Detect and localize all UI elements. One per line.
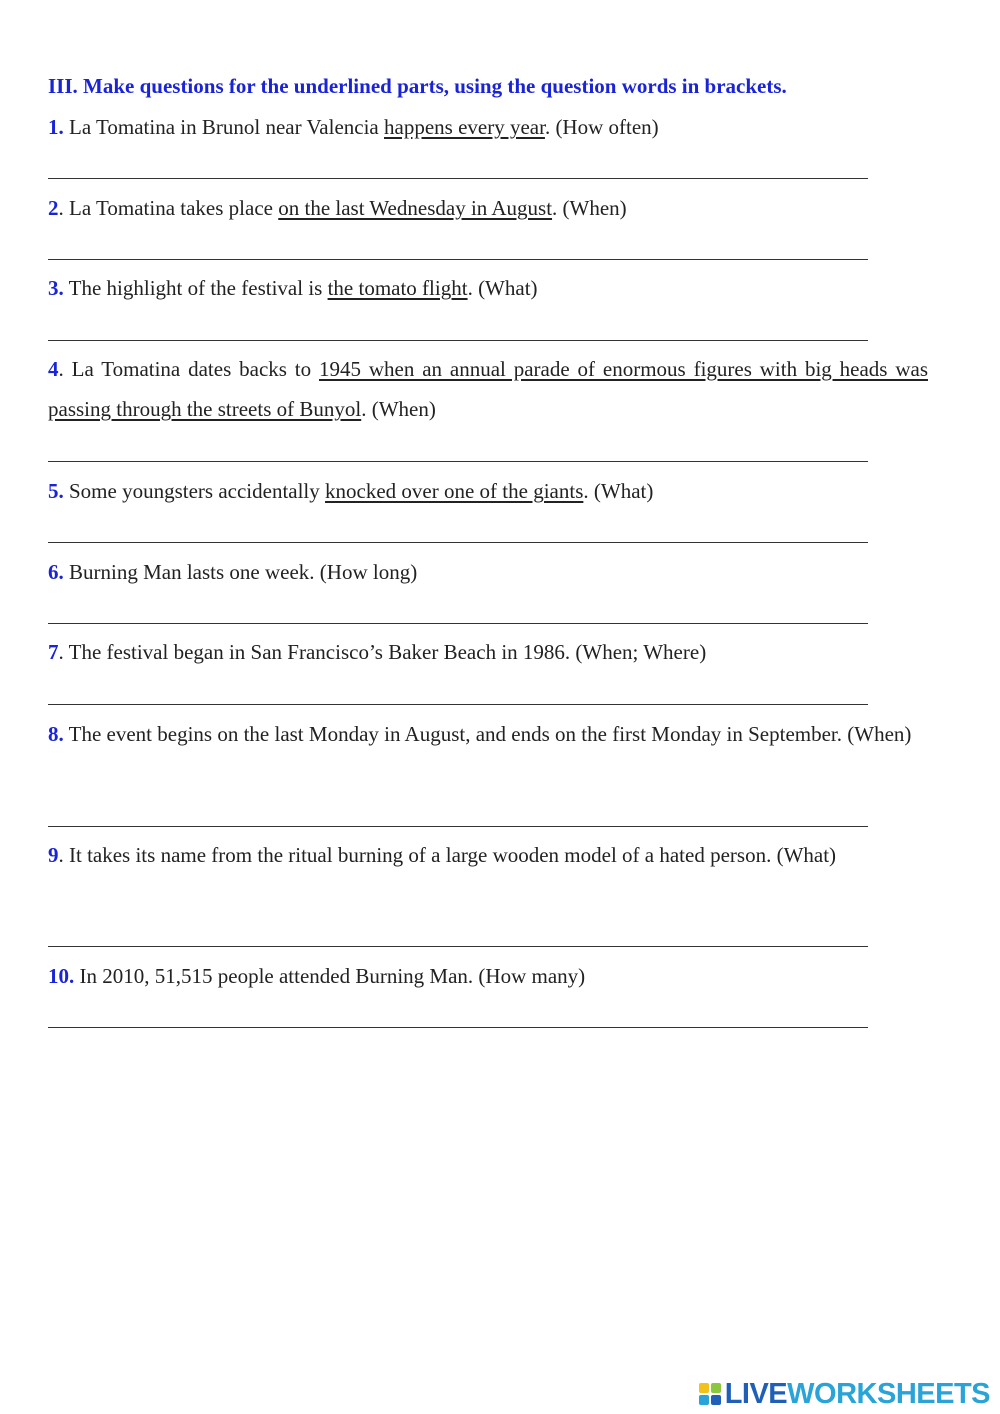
question-number: 3.: [48, 276, 64, 300]
question-number: 4: [48, 357, 59, 381]
answer-line-4[interactable]: [48, 461, 868, 462]
question-3: [48, 268, 928, 308]
question-number: 8.: [48, 722, 64, 746]
question-5: [48, 471, 928, 511]
question-number: 9: [48, 843, 59, 867]
question-text: . La Tomatina takes place: [58, 196, 279, 220]
question-text: . It takes its name from the ritual burning of a large wooden model of a hated person. (What): [58, 843, 837, 867]
question-8: [48, 714, 928, 754]
answer-line-5[interactable]: [48, 542, 868, 543]
answer-line-9[interactable]: [48, 946, 868, 947]
answer-line-8[interactable]: [48, 826, 868, 827]
question-9: [48, 835, 928, 875]
liveworksheets-logo-icon: [699, 1383, 721, 1405]
question-hint: . (What): [583, 479, 654, 503]
question-hint: . (When): [552, 196, 627, 220]
question-hint: . (When): [361, 397, 436, 421]
question-number: 7: [48, 640, 59, 664]
question-text: Burning Man lasts one week. (How long): [63, 560, 418, 584]
logo-text-worksheets: WORKSHEETS: [787, 1377, 990, 1410]
question-text: . La Tomatina dates backs to: [58, 357, 319, 381]
logo-text: [725, 1378, 990, 1411]
logo-text-live: LIVE: [724, 1377, 788, 1410]
question-7: [48, 632, 928, 672]
question-text: . The festival began in San Francisco’s Baker Beach in 1986. (When; Where): [58, 640, 707, 664]
underlined-part: on the last Wednesday in August: [278, 196, 553, 220]
answer-line-2[interactable]: [48, 259, 868, 260]
question-text: In 2010, 51,515 people attended Burning Man. (How many): [74, 964, 586, 988]
question-number: 10.: [48, 964, 75, 988]
answer-line-1[interactable]: [48, 178, 868, 179]
answer-line-10[interactable]: [48, 1027, 868, 1028]
answer-line-7[interactable]: [48, 704, 868, 705]
question-number: 2: [48, 196, 59, 220]
question-text: La Tomatina in Brunol near Valencia: [63, 115, 384, 139]
question-number: 1.: [48, 115, 64, 139]
underlined-part: 1945 when an annual parade of enormous figures with big heads was passing through the streets of Bunyol: [48, 357, 928, 421]
question-hint: . (What): [467, 276, 538, 300]
question-1: [48, 107, 928, 147]
question-number: 6.: [48, 560, 64, 584]
underlined-part: knocked over one of the giants: [325, 479, 584, 503]
answer-line-6[interactable]: [48, 623, 868, 624]
question-4: [48, 349, 928, 429]
question-text: Some youngsters accidentally: [63, 479, 326, 503]
question-10: [48, 956, 928, 996]
question-text: The event begins on the last Monday in August, and ends on the first Monday in September. (When): [63, 722, 912, 746]
underlined-part: the tomato flight: [327, 276, 468, 300]
section-heading: III. Make questions for the underlined parts, using the question words in brackets.: [48, 74, 787, 98]
question-6: [48, 552, 928, 592]
question-2: [48, 188, 928, 228]
liveworksheets-logo: [699, 1374, 990, 1414]
question-hint: . (How often): [544, 115, 659, 139]
question-number: 5.: [48, 479, 64, 503]
answer-line-3[interactable]: [48, 340, 868, 341]
underlined-part: happens every year: [384, 115, 545, 139]
question-text: The highlight of the festival is: [63, 276, 328, 300]
